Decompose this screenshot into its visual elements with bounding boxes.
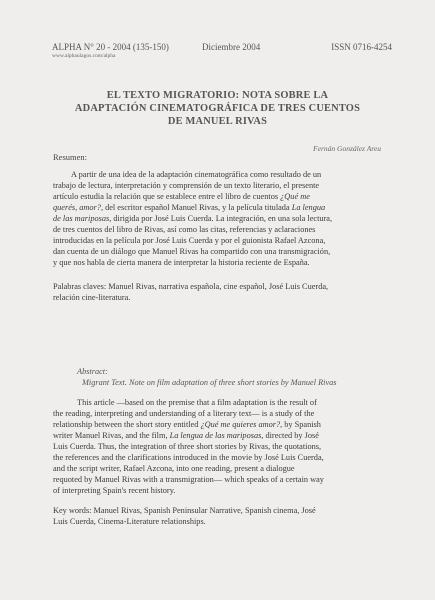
abstract-line: and the script writer, Rafael Azcona, into one reading, present a dialogue [53, 464, 295, 473]
resumen-line: de las mariposas, dirigida por José Luis Cuerda. La integración, en una sola lectura, [53, 214, 333, 223]
keywords-en-line: Luis Cuerda, Cinema-Literature relationships. [53, 517, 206, 526]
resumen-line: dan cuenta de un diálogo que Manuel Rivas ha compartido con una transmigración, [53, 247, 331, 256]
resumen-line: trabajo de lectura, interpretación y comprensión de un texto literario, el presente [53, 181, 320, 190]
abstract-title: Migrant Text. Note on film adaptation of three short stories by Manuel Rivas [82, 378, 337, 387]
resumen-line: introducidas en la película por José Luis Cuerda y por el guionista Rafael Azcona, [53, 236, 326, 245]
resumen-line: y que nos habla de cierta manera de interpretar la historia reciente de España. [53, 258, 310, 267]
abstract-line: Luis Cuerda. Thus, the integration of three short stories by Rivas, the quotations, [53, 442, 322, 451]
abstract-line: requoted by Manuel Rivas with a transmigration— which speaks of a certain way [53, 475, 324, 484]
author-name: Fernán González Areu [313, 144, 381, 153]
keywords-en-line: Key words: Manuel Rivas, Spanish Peninsular Narrative, Spanish cinema, José [53, 506, 316, 515]
article-title-line-1: EL TEXTO MIGRATORIO: NOTA SOBRE LA [106, 90, 329, 101]
abstract-line: the reading, interpreting and understanding of a literary text— is a study of the [53, 409, 315, 418]
journal-website[interactable]: www.alphaulagos.com/alpha [52, 53, 116, 59]
abstract-line: relationship between the short story entitled ¿Qué me quieres amor?, by Spanish [53, 420, 321, 429]
resumen-label: Resumen: [53, 152, 87, 162]
issn: ISSN 0716-4254 [331, 42, 392, 52]
resumen-line: A partir de una idea de la adaptación cinematográfica como resultado de un [71, 170, 322, 179]
abstract-line: writer Manuel Rivas, and the film, La lengua de las mariposas, directed by José [53, 431, 319, 440]
resumen-line: de tres cuentos del libro de Rivas, así como las citas, referencias y aclaraciones [53, 225, 316, 234]
keywords-es-line: relación cine-literatura. [53, 293, 131, 302]
keywords-es-line: Palabras claves: Manuel Rivas, narrativa española, cine español, José Luis Cuerda, [53, 282, 329, 291]
abstract-line: the references and the clarifications introduced in the movie by José Luis Cuerda, [53, 453, 324, 462]
article-title-line-2: ADAPTACIÓN CINEMATOGRÁFICA DE TRES CUENTOS [74, 103, 361, 114]
running-header [52, 42, 392, 52]
abstract-label: Abstract: [77, 367, 108, 376]
article-title-line-3: DE MANUEL RIVAS [167, 116, 268, 127]
abstract-line: This article —based on the premise that a film adaptation is the result of [77, 398, 317, 407]
issue-date: Diciembre 2004 [202, 42, 261, 52]
journal-issue: ALPHA N° 20 - 2004 (135-150) [52, 42, 169, 52]
abstract-line: of interpreting Spain's recent history. [53, 486, 176, 495]
resumen-line: querés, amor?, del escritor español Manuel Rivas, y la película titulada La lengua [53, 203, 326, 212]
resumen-line: artículo estudia la relación que se establece entre el libro de cuentos ¿Qué me [53, 192, 310, 201]
